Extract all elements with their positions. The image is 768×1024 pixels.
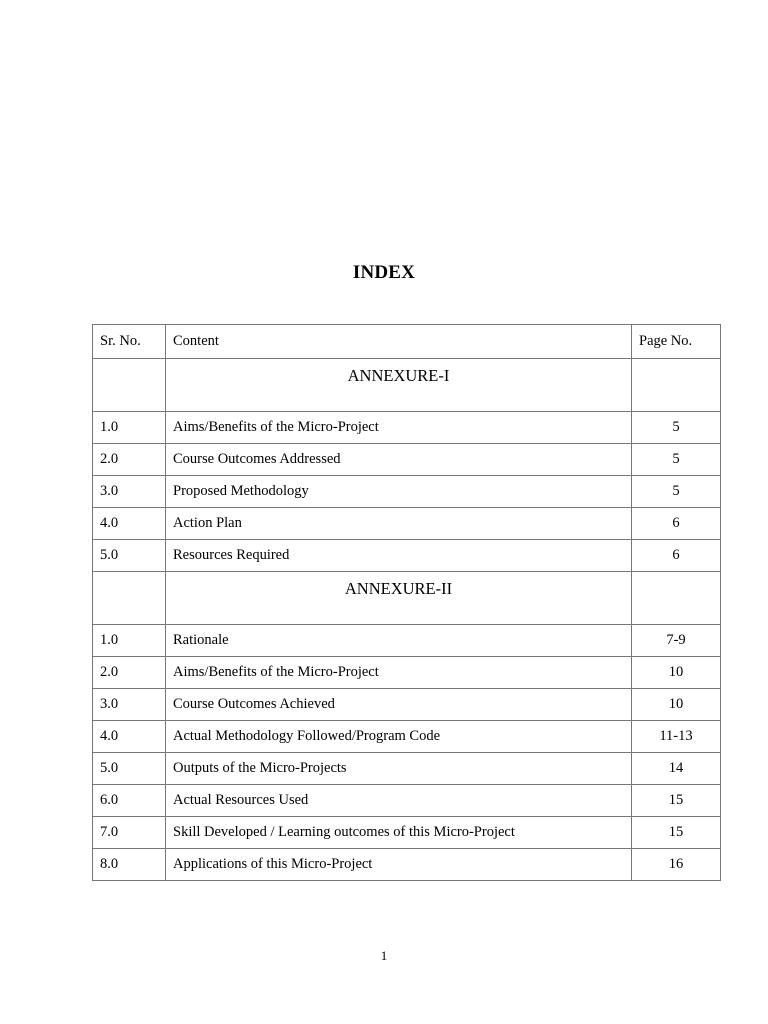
table-header-row [93, 325, 721, 359]
page-number: 1 [380, 948, 388, 963]
row-page-no: 7-9 [632, 625, 721, 657]
row-sr-no: 3.0 [93, 689, 166, 721]
header-page-no: Page No. [632, 325, 721, 359]
row-sr-no: 1.0 [93, 625, 166, 657]
table-row [93, 625, 721, 657]
row-page-no: 5 [632, 412, 721, 444]
table-row [93, 657, 721, 689]
table-row [93, 476, 721, 508]
section-heading-sr-cell [93, 359, 166, 412]
row-page-no: 14 [632, 753, 721, 785]
section-heading-row [93, 359, 721, 412]
row-sr-no: 8.0 [93, 849, 166, 881]
section-heading-page-cell [632, 572, 721, 625]
row-sr-no: 4.0 [93, 721, 166, 753]
row-content: Resources Required [166, 540, 632, 572]
table-row [93, 412, 721, 444]
table-row [93, 785, 721, 817]
row-page-no: 5 [632, 444, 721, 476]
row-content: Actual Resources Used [166, 785, 632, 817]
row-content: Skill Developed / Learning outcomes of this Micro-Project [166, 817, 632, 849]
section-heading-row [93, 572, 721, 625]
table-row [93, 508, 721, 540]
row-sr-no: 1.0 [93, 412, 166, 444]
row-content: Proposed Methodology [166, 476, 632, 508]
page-title: INDEX [352, 262, 416, 283]
table-row [93, 721, 721, 753]
row-content: Actual Methodology Followed/Program Code [166, 721, 632, 753]
row-sr-no: 2.0 [93, 657, 166, 689]
row-sr-no: 4.0 [93, 508, 166, 540]
row-sr-no: 5.0 [93, 753, 166, 785]
row-sr-no: 7.0 [93, 817, 166, 849]
table-row [93, 849, 721, 881]
row-content: Course Outcomes Addressed [166, 444, 632, 476]
row-page-no: 15 [632, 785, 721, 817]
index-table [92, 324, 721, 881]
table-row [93, 817, 721, 849]
row-content: Outputs of the Micro-Projects [166, 753, 632, 785]
row-page-no: 11-13 [632, 721, 721, 753]
row-content: Action Plan [166, 508, 632, 540]
row-page-no: 10 [632, 689, 721, 721]
row-sr-no: 3.0 [93, 476, 166, 508]
section-heading-sr-cell [93, 572, 166, 625]
row-content: Aims/Benefits of the Micro-Project [166, 657, 632, 689]
row-content: Aims/Benefits of the Micro-Project [166, 412, 632, 444]
row-content: Rationale [166, 625, 632, 657]
table-row [93, 444, 721, 476]
table-row [93, 689, 721, 721]
header-sr-no: Sr. No. [93, 325, 166, 359]
row-content: Applications of this Micro-Project [166, 849, 632, 881]
row-page-no: 6 [632, 540, 721, 572]
section-heading-annexure-2: ANNEXURE-II [166, 572, 632, 625]
row-content: Course Outcomes Achieved [166, 689, 632, 721]
header-content: Content [166, 325, 632, 359]
row-sr-no: 6.0 [93, 785, 166, 817]
row-page-no: 5 [632, 476, 721, 508]
section-heading-annexure-1: ANNEXURE-I [166, 359, 632, 412]
row-page-no: 10 [632, 657, 721, 689]
table-row [93, 753, 721, 785]
table-row [93, 540, 721, 572]
row-sr-no: 2.0 [93, 444, 166, 476]
row-page-no: 15 [632, 817, 721, 849]
section-heading-page-cell [632, 359, 721, 412]
row-page-no: 6 [632, 508, 721, 540]
row-page-no: 16 [632, 849, 721, 881]
row-sr-no: 5.0 [93, 540, 166, 572]
